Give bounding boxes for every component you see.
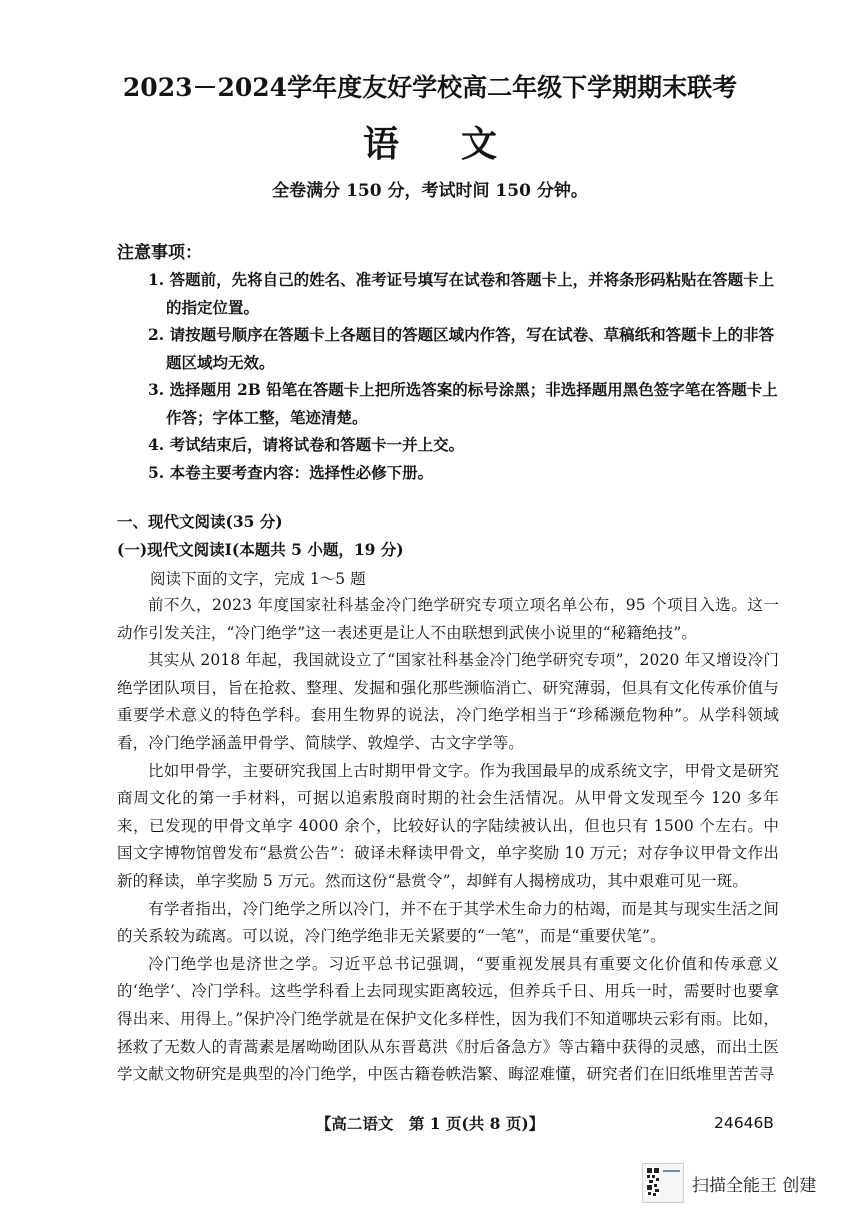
passage-paragraph: 冷门绝学也是济世之学。习近平总书记强调，“要重视发展具有重要文化价值和传承意义的‘绝学’、冷门学科。这些学科看上去同现实距离较远，但养兵千日、用兵一时，需要时也要拿得出来、用得上。”保护冷门绝学就是在保护文化多样性，因为我们不知道哪块云彩有雨。比如，拯救了无数人的青蒿素是屠呦呦团队从东晋葛洪《肘后备急方》等古籍中获得的灵感，而出土医学文献文物研究是典型的冷门绝学，中医古籍卷帙浩繁、晦涩难懂，研究者们在旧纸堆里苦苦寻 <box>117 954 779 1084</box>
passage-paragraph: 前不久，2023 年度国家社科基金冷门绝学研究专项立项名单公布，95 个项目入选。这一动作引发关注，“冷门绝学”这一表述更是让人不由联想到武侠小说里的“秘籍绝技”。 <box>117 596 779 642</box>
notice-item: 4. 考试结束后，请将试卷和答题卡一并上交。 <box>148 435 465 454</box>
subject-char-2: 文 <box>461 124 498 165</box>
notice-list <box>148 266 788 486</box>
passage-paragraph: 有学者指出，冷门绝学之所以冷门，并不在于其学术生命力的枯竭，而是其与现实生活之间的关系较为疏离。可以说，冷门绝学绝非无关紧要的“一笔”，而是“重要伏笔”。 <box>117 899 779 946</box>
scanner-label: 扫描全能王 创建 <box>692 1175 817 1196</box>
notice-item: 2. 请按题号顺序在答题卡上各题目的答题区域内作答，写在试卷、草稿纸和答题卡上的非答题区域均无效。 <box>148 325 775 372</box>
paper-code: 24646B <box>714 1114 774 1132</box>
scanner-logo-icon <box>642 1163 684 1203</box>
passage-paragraph: 比如甲骨学，主要研究我国上古时期甲骨文字。作为我国最早的成系统文字，甲骨文是研究商周文化的第一手材料，可据以追索殷商时期的社会生活情况。从甲骨文发现至今 120 多年来，已发现的甲骨文单字 4000 余个，比较好认的字陆续被认出，但也只有 1500 个左右。中国文字博物馆曾发布“悬赏公告”：破译未释读甲骨文，单字奖励 10 万元；对存争议甲骨文作出新的释读，单字奖励 5 万元。然而这份“悬赏令”，却鲜有人揭榜成功，其中艰难可见一斑。 <box>117 761 779 890</box>
page-footer-label: 【高二语文 第 1 页(共 8 页)】 <box>315 1114 545 1133</box>
qr-code-icon <box>646 1167 660 1197</box>
subject-title <box>0 116 860 167</box>
part-heading: (一)现代文阅读Ⅰ(本题共 5 小题，19 分) <box>117 540 404 559</box>
reading-passage <box>117 592 779 1089</box>
reading-instruction: 阅读下面的文字，完成 1～5 题 <box>150 570 366 588</box>
exam-title: 2023－2024学年度友好学校高二年级下学期期末联考 <box>122 73 738 102</box>
notice-item: 1. 答题前，先将自己的姓名、准考证号填写在试卷和答题卡上，并将条形码粘贴在答题卡上的指定位置。 <box>148 270 775 317</box>
section-heading: 一、现代文阅读(35 分) <box>117 512 283 531</box>
passage-paragraph: 其实从 2018 年起，我国就设立了“国家社科基金冷门绝学研究专项”，2020 年又增设冷门绝学团队项目，旨在抢救、整理、发掘和强化那些濒临消亡、研究薄弱，但具有文化传承价值与重要学术意义的特色学科。套用生物界的说法，冷门绝学相当于“珍稀濒危物种”。从学科领域看，冷门绝学涵盖甲骨学、简牍学、敦煌学、古文字学等。 <box>117 651 779 752</box>
subject-char-1: 语 <box>362 124 399 165</box>
scanner-watermark <box>642 1162 816 1204</box>
notice-item: 3. 选择题用 2B 铅笔在答题卡上把所选答案的标号涂黑；非选择题用黑色签字笔在答题卡上作答；字体工整，笔迹清楚。 <box>148 380 778 427</box>
notice-item: 5. 本卷主要考查内容：选择性必修下册。 <box>148 462 434 482</box>
notice-heading: 注意事项： <box>117 243 202 263</box>
score-line: 全卷满分 150 分，考试时间 150 分钟。 <box>272 181 588 201</box>
